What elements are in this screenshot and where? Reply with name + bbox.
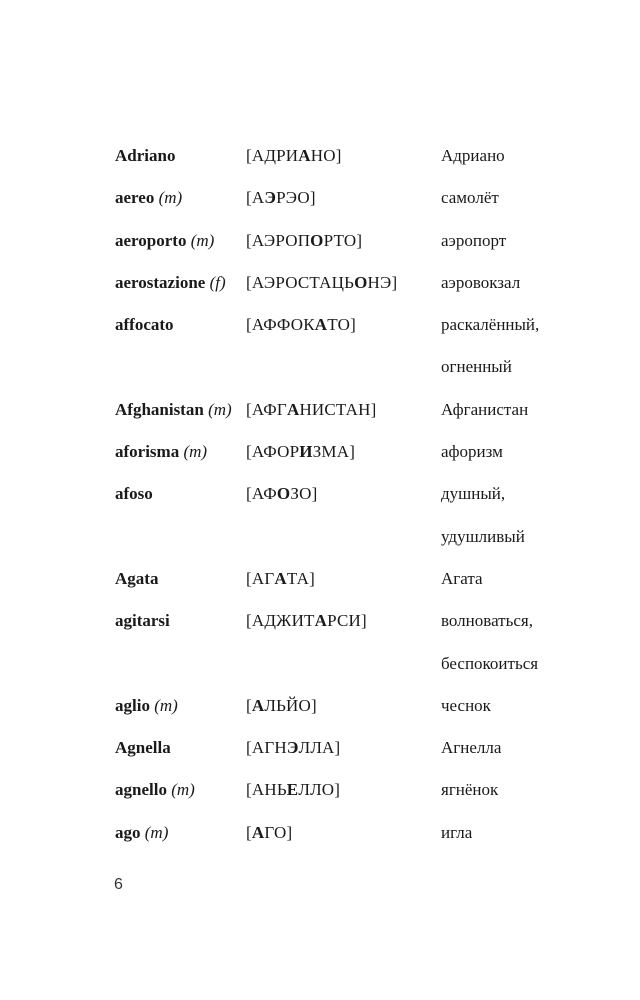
stressed-letter: И [299,442,313,462]
transcription-pre: АДРИ [251,146,299,165]
transcription-pre: АФГ [251,399,287,419]
word-text: afoso [115,484,153,504]
italian-word [115,566,158,592]
italian-word [115,439,207,465]
dictionary-entry [0,228,640,270]
transcription: [АНЬЕЛЛО] [246,780,341,800]
transcription: [АГНЭЛЛА] [246,738,341,758]
russian-translation: самолёт [441,188,499,208]
gender-marker: (m) [158,188,183,208]
transcription-post: ЗМА [312,442,350,462]
transcription-pre: АФОР [251,442,300,462]
stressed-letter: О [310,230,324,250]
dictionary-entry [0,312,640,354]
gender-marker: (m) [190,230,215,250]
dictionary-entry [0,608,640,650]
russian-translation: аэропорт [441,230,507,250]
dictionary-entry [0,777,640,819]
dictionary-entry [0,524,640,566]
italian-word [115,185,182,211]
italian-word [115,228,214,254]
italian-word [115,608,170,634]
transcription-post: ТО [327,315,351,335]
word-text: aglio [115,695,150,715]
gender-marker: (m) [208,399,232,419]
page-number: 6 [114,876,123,893]
word-text: agnello [115,780,167,800]
transcription: [АФФОКАТО] [246,315,356,335]
word-text: affocato [115,315,174,335]
transcription-pre: АДЖИТ [251,611,315,631]
word-text: Afghanistan [115,399,204,419]
transcription: [АГАТА] [246,568,315,588]
russian-translation: удушливый [441,526,525,546]
stressed-letter: А [286,399,300,419]
transcription: [АЭРОСТАЦЬОНЭ] [246,272,398,292]
russian-translation: раскалённый, [441,315,540,335]
dictionary-entry [0,481,640,523]
transcription-post: ЗО [290,484,312,504]
transcription-post: РСИ [327,611,362,631]
transcription: [АЭРЭО] [246,188,316,208]
italian-word [115,820,168,846]
transcription-post: НИСТАН [299,399,371,419]
word-text: aforisma [115,442,180,462]
transcription: [АЛЬЙО] [246,695,317,715]
transcription-post: НЭ [367,272,392,292]
transcription-post: ЛЬЙО [264,695,312,715]
transcription-post: ГО [264,822,287,842]
stressed-letter: А [251,822,265,842]
russian-translation: чеснок [441,695,491,715]
dictionary-entry [0,735,640,777]
italian-word [115,481,153,507]
stressed-letter: О [276,484,291,504]
dictionary-entry [0,439,640,481]
stressed-letter: А [298,146,311,165]
transcription-pre: АФФОК [251,315,315,335]
italian-word [115,693,178,719]
gender-marker: (m) [154,695,178,715]
transcription: [АФОЗО] [246,484,318,504]
transcription-pre: АЭРОП [251,230,311,250]
word-text: aeroporto [115,230,187,250]
transcription-post: РТО [323,230,357,250]
stressed-letter: А [314,315,328,335]
stressed-letter: О [354,272,368,292]
transcription: [АГО] [246,822,293,842]
gender-marker: (m) [183,442,208,462]
italian-word [115,270,226,296]
stressed-letter: А [314,611,328,631]
dictionary-entry [0,185,640,227]
gender-marker: (m) [171,780,195,800]
italian-word [115,312,174,338]
stressed-letter: Е [286,780,299,800]
italian-word [115,143,175,169]
stressed-letter: Э [286,738,299,758]
word-text: aereo [115,188,155,208]
russian-translation: аэровокзал [441,272,521,292]
transcription: [АДЖИТАРСИ] [246,611,367,631]
transcription-post: ЛЛО [298,780,335,800]
russian-translation: душный, [441,484,506,504]
word-text: ago [115,822,141,842]
transcription-pre: АГ [251,568,275,588]
gender-marker: (m) [144,822,169,842]
russian-translation: афоризм [441,442,503,462]
transcription-post: ЛЛА [298,738,335,758]
russian-translation: беспокоиться [441,653,539,673]
italian-word [115,397,232,423]
russian-translation: Адриано [441,146,505,165]
word-text: Adriano [115,146,176,165]
dictionary-entry [0,693,640,735]
dictionary-entry [0,820,640,862]
dictionary-entry [0,566,640,608]
word-text: aerostazione [115,272,206,292]
russian-translation: Афганистан [441,399,529,419]
dictionary-entries [0,143,640,862]
dictionary-entry [0,651,640,693]
italian-word [115,735,171,761]
transcription-post: НО [310,146,336,165]
transcription-pre: АГН [251,738,287,758]
transcription-pre: АЭРОСТАЦЬ [251,272,355,292]
transcription: [АДРИАНО] [246,146,342,165]
transcription-pre: АНЬ [251,780,287,800]
russian-translation: огненный [441,357,512,377]
stressed-letter: Э [264,188,277,208]
transcription-post: РЭО [276,188,310,208]
russian-translation: игла [441,822,473,842]
russian-translation: волноваться, [441,611,533,631]
gender-marker: (f) [209,272,226,292]
dictionary-entry [0,143,640,185]
russian-translation: Агнелла [441,738,502,758]
italian-word [115,777,195,803]
word-text: agitarsi [115,611,170,631]
transcription-pre: А [251,188,265,208]
dictionary-entry [0,397,640,439]
stressed-letter: А [251,695,265,715]
transcription: [АЭРОПОРТО] [246,230,363,250]
word-text: Agnella [115,738,171,758]
russian-translation: ягнёнок [441,780,499,800]
dictionary-entry [0,354,640,396]
transcription: [АФГАНИСТАН] [246,399,377,419]
transcription-pre: АФ [251,484,277,504]
transcription: [АФОРИЗМА] [246,442,356,462]
russian-translation: Агата [441,568,483,588]
stressed-letter: А [274,568,287,588]
dictionary-entry [0,270,640,312]
word-text: Agata [115,568,159,588]
transcription-post: ТА [286,568,310,588]
